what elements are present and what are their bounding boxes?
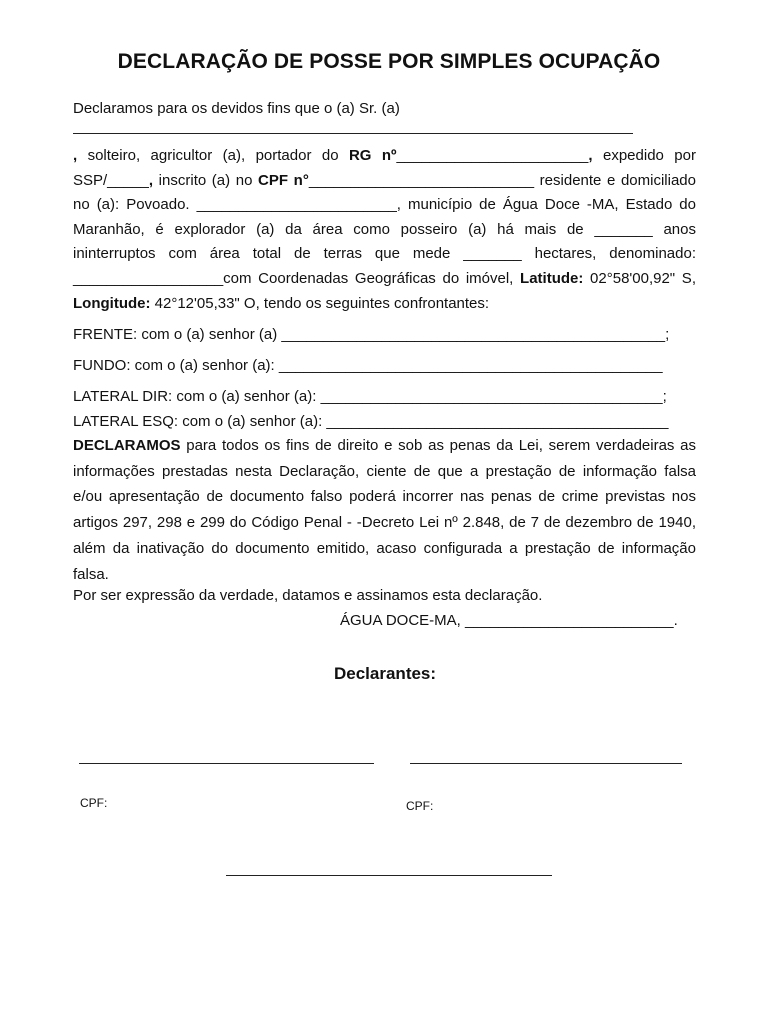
declarant-name-line	[73, 133, 633, 134]
signature-line-3	[226, 875, 552, 876]
decl-line-2: informações prestadas nesta Declaração, ciente de que a prestação de informação falsa	[73, 462, 696, 480]
body-line-4: Maranhão, é explorador (a) da área como posseiro (a) há mais de _______ anos	[73, 220, 696, 238]
confrontante-lateral-esq: LATERAL ESQ: com o (a) senhor (a): _________________________________________	[73, 413, 669, 430]
cpf-label-1: CPF:	[80, 796, 108, 810]
body-comma: ,	[148, 171, 154, 189]
longitude-value: 42°12'05,33" O, tendo os seguintes confrontantes:	[150, 294, 490, 312]
latitude-value: 02°58'00,92" S,	[583, 269, 696, 287]
rg-label: RG nº	[348, 147, 397, 164]
body-comma: ,	[73, 147, 78, 164]
longitude-label: Longitude:	[73, 294, 151, 312]
body-line-6	[73, 267, 696, 292]
body-comma: ,	[588, 147, 593, 164]
signature-line-2	[410, 763, 682, 764]
city-date-line: ÁGUA DOCE-MA, _________________________.	[340, 612, 678, 629]
closing-statement: Por ser expressão da verdade, datamos e assinamos esta declaração.	[73, 587, 543, 604]
declarantes-heading: Declarantes:	[334, 664, 437, 683]
body-line-3: no (a): Povoado. ________________________, município de Água Doce -MA, Estado do	[73, 196, 696, 214]
confrontante-lateral-dir: LATERAL DIR: com o (a) senhor (a): _________________________________________;	[73, 388, 667, 405]
intro-text: Declaramos para os devidos fins que o (a) Sr. (a)	[73, 100, 400, 117]
document-title: DECLARAÇÃO DE POSSE POR SIMPLES OCUPAÇÃO	[117, 50, 661, 73]
declaration-body	[73, 144, 696, 316]
declaramos-label: DECLARAMOS	[73, 437, 181, 454]
decl-text: para todos os fins de direito e sob as penas da Lei, serem verdadeiras as	[180, 437, 696, 454]
latitude-label: Latitude:	[520, 269, 584, 287]
confrontante-frente: FRENTE: com o (a) senhor (a) ______________________________________________;	[73, 326, 670, 343]
signature-line-1	[79, 763, 374, 764]
cpf-label: CPF n°	[258, 171, 309, 189]
decl-line-6: falsa.	[73, 565, 109, 583]
body-text: inscrito (a) no	[153, 171, 259, 189]
body-text: ___________________________ residente e domiciliado	[308, 171, 696, 189]
rg-blank: _______________________	[396, 147, 589, 164]
decl-line-5: além da inativação do documento emitido, acaso configurada a prestação de informação	[73, 539, 696, 557]
decl-line-3: e/ou apresentação de documento falso poderá incorrer nas penas de crime previstas nos	[73, 488, 696, 506]
body-text: solteiro, agricultor (a), portador do	[77, 147, 349, 164]
body-text: __________________com Coordenadas Geográficas do imóvel,	[73, 269, 521, 287]
cpf-label-2: CPF:	[406, 799, 434, 813]
body-line-5: ininterruptos com área total de terras que mede _______ hectares, denominado:	[73, 245, 696, 263]
decl-line-4: artigos 297, 298 e 299 do Código Penal - -Decreto Lei nº 2.848, de 7 de dezembro de 1940,	[73, 514, 696, 532]
confrontante-fundo: FUNDO: com o (a) senhor (a): ______________________________________________	[73, 357, 663, 374]
body-text: expedido por	[592, 147, 696, 164]
decl-line-1	[73, 433, 696, 459]
legal-declaration	[73, 433, 696, 587]
body-line-7	[73, 292, 696, 317]
body-line-2	[73, 169, 696, 194]
ssp-blank: SSP/_____	[73, 171, 149, 189]
body-line-1	[73, 144, 696, 169]
